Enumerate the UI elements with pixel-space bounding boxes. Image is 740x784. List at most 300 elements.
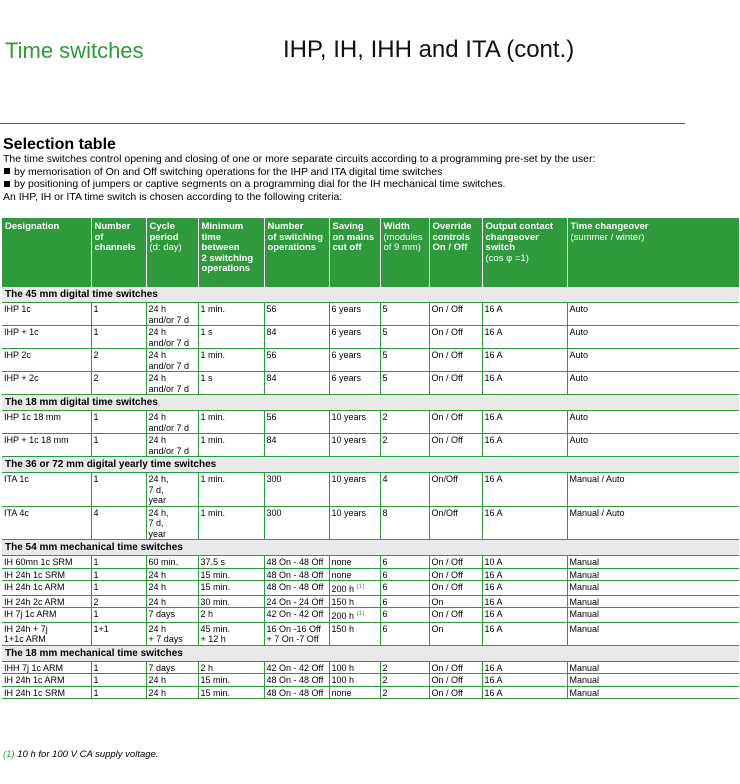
cell-min-time-line: 30 min. — [200, 596, 231, 607]
cell-operations-line: 48 On - 48 Off — [266, 687, 324, 698]
cell-changeover — [567, 411, 739, 434]
cell-width-line: 2 — [382, 687, 388, 698]
cell-min-time-line: 37.5 s — [200, 557, 226, 567]
cell-output — [482, 434, 567, 457]
cell-saving-value: none — [331, 557, 352, 567]
cell-min-time-line: 1 min. — [200, 507, 226, 518]
intro-text — [3, 153, 733, 203]
cell-min-time-line: 15 min. — [200, 687, 231, 698]
cell-min-time-line: 1 min. — [200, 350, 226, 360]
cell-channels — [91, 372, 146, 395]
cell-channels-line: 2 — [93, 373, 99, 383]
cell-cycle-line: 24 h — [148, 569, 167, 580]
cell-saving-value: 6 years — [331, 327, 362, 337]
square-bullet-icon — [4, 181, 10, 187]
cell-designation — [2, 608, 91, 623]
cell-min-time — [198, 595, 264, 608]
cell-saving-value: 10 years — [331, 507, 367, 518]
cell-min-time-line: 1 min. — [200, 435, 226, 445]
cell-channels-line: 1 — [93, 474, 99, 484]
cell-cycle-line: and/or 7 d — [148, 314, 190, 325]
cell-min-time-line: 15 min. — [200, 569, 231, 580]
column-header-line: of — [94, 231, 104, 243]
cell-operations — [264, 686, 329, 699]
cell-cycle-line: and/or 7 d — [148, 383, 190, 394]
cell-cycle-line: 24 h — [148, 675, 167, 685]
cell-operations-line: 42 On - 42 Off — [266, 662, 324, 673]
cell-cycle — [146, 661, 198, 674]
column-header-line: On / Off — [432, 242, 468, 253]
table-row — [2, 506, 739, 540]
cell-channels — [91, 622, 146, 645]
cell-designation — [2, 661, 91, 674]
cell-width-line: 6 — [382, 596, 388, 607]
group-row — [2, 540, 739, 556]
cell-designation-line: IH 24h 1c SRM — [4, 687, 66, 698]
cell-override — [429, 622, 482, 645]
cell-width — [380, 372, 429, 395]
cell-min-time — [198, 506, 264, 540]
cell-output-line: 16 A — [484, 582, 503, 592]
cell-cycle — [146, 473, 198, 507]
column-header-line: cut off — [332, 242, 362, 253]
cell-override-line: On / Off — [431, 373, 463, 383]
cell-operations-line: 300 — [266, 507, 282, 518]
cell-width-line: 2 — [382, 662, 388, 673]
cell-changeover — [567, 686, 739, 699]
cell-channels — [91, 661, 146, 674]
table-row — [2, 411, 739, 434]
footnote-text: 10 h for 100 V CA supply voltage. — [14, 749, 159, 760]
cell-channels-line: 1 — [93, 304, 99, 314]
cell-override — [429, 303, 482, 326]
cell-operations — [264, 434, 329, 457]
column-header-line: switch — [485, 242, 516, 253]
cell-override — [429, 349, 482, 372]
cell-saving-value: 200 h — [331, 584, 355, 594]
cell-changeover-line: Auto — [569, 373, 589, 383]
cell-saving — [329, 661, 380, 674]
cell-operations-line: 84 — [266, 327, 277, 337]
table-row — [2, 372, 739, 395]
cell-cycle — [146, 372, 198, 395]
cell-channels-line: 1 — [93, 327, 99, 337]
cell-width-line: 6 — [382, 569, 388, 580]
column-header-line: time between — [201, 231, 240, 253]
cell-designation-line: IH 24h 1c SRM — [4, 569, 66, 580]
cell-output-line: 16 A — [484, 327, 503, 337]
cell-designation — [2, 326, 91, 349]
cell-changeover-line: Manual — [569, 582, 600, 592]
column-header-line: Number — [94, 221, 131, 232]
cell-width — [380, 581, 429, 596]
cell-width — [380, 303, 429, 326]
cell-output — [482, 326, 567, 349]
cell-saving — [329, 411, 380, 434]
cell-override-line: On / Off — [431, 557, 463, 567]
cell-designation — [2, 581, 91, 596]
cell-output-line: 16 A — [484, 569, 503, 580]
cell-saving-value: 6 years — [331, 350, 362, 360]
cell-saving — [329, 568, 380, 581]
cell-width-line: 6 — [382, 582, 388, 592]
column-header-line: on mains — [332, 231, 375, 243]
group-title: The 18 mm digital time switches — [2, 395, 739, 411]
cell-changeover — [567, 473, 739, 507]
cell-changeover — [567, 506, 739, 540]
cell-min-time-line: 2 h — [200, 609, 214, 619]
cell-output — [482, 622, 567, 645]
cell-operations-line: 48 On - 48 Off — [266, 557, 324, 567]
cell-saving-value: 10 years — [331, 412, 367, 422]
group-row — [2, 457, 739, 473]
cell-designation — [2, 568, 91, 581]
cell-cycle-line: 7 d, — [148, 484, 164, 495]
cell-output-line: 16 A — [484, 304, 503, 314]
cell-min-time — [198, 568, 264, 581]
cell-min-time — [198, 581, 264, 596]
group-title: The 45 mm digital time switches — [2, 287, 739, 303]
cell-cycle — [146, 686, 198, 699]
cell-saving-value: 10 years — [331, 474, 367, 484]
cell-cycle-line: 24 h — [148, 582, 167, 592]
cell-designation-line: IHP + 1c — [4, 327, 39, 337]
cell-changeover-line: Manual / Auto — [569, 507, 625, 518]
cell-operations — [264, 473, 329, 507]
cell-width — [380, 608, 429, 623]
cell-channels — [91, 411, 146, 434]
cell-changeover — [567, 303, 739, 326]
cell-width-line: 5 — [382, 373, 388, 383]
cell-changeover — [567, 608, 739, 623]
cell-designation — [2, 506, 91, 540]
cell-cycle — [146, 674, 198, 687]
cell-designation-line: IH 24h 1c ARM — [4, 582, 65, 592]
title-divider — [0, 123, 685, 124]
cell-saving — [329, 473, 380, 507]
table-row — [2, 674, 739, 687]
cell-saving-value: 100 h — [331, 675, 355, 685]
cell-output-line: 16 A — [484, 687, 503, 698]
cell-output — [482, 568, 567, 581]
cell-changeover-line: Manual — [569, 623, 600, 634]
cell-saving-value: 10 years — [331, 435, 367, 445]
cell-min-time — [198, 608, 264, 623]
cell-designation-line: IHP 2c — [4, 350, 31, 360]
cell-output-line: 16 A — [484, 662, 503, 673]
cell-override-line: On — [431, 623, 444, 634]
cell-cycle-line: 24 h — [148, 435, 167, 445]
cell-output — [482, 372, 567, 395]
table-header-row — [2, 218, 739, 287]
cell-override-line: On / Off — [431, 569, 463, 580]
cell-designation-line: IH 24h + 7j — [4, 623, 48, 634]
cell-operations — [264, 622, 329, 645]
cell-output-line: 16 A — [484, 675, 503, 685]
bullet-item: by memorisation of On and Off switching operations for the IHP and ITA digital time switches — [3, 166, 733, 179]
cell-designation-line: IHP 1c — [4, 304, 31, 314]
cell-min-time-line: 1 s — [200, 327, 213, 337]
column-header-line: Output contact — [485, 221, 554, 232]
footnote-number: (1) — [3, 749, 15, 760]
cell-width — [380, 349, 429, 372]
cell-designation-line: IHH 7j 1c ARM — [4, 662, 64, 673]
cell-width-line: 2 — [382, 412, 388, 422]
cell-cycle-line: and/or 7 d — [148, 422, 190, 433]
cell-operations-line: 56 — [266, 304, 277, 314]
column-header — [329, 218, 380, 287]
cell-cycle-line: 7 d, — [148, 518, 164, 528]
table-row — [2, 686, 739, 699]
cell-override-line: On / Off — [431, 350, 463, 360]
table-row — [2, 568, 739, 581]
cell-channels — [91, 326, 146, 349]
group-title: The 36 or 72 mm digital yearly time switches — [2, 457, 739, 473]
cell-output — [482, 581, 567, 596]
cell-cycle-line: 24 h — [148, 350, 167, 360]
cell-channels — [91, 674, 146, 687]
cell-changeover — [567, 581, 739, 596]
cell-override-line: On / Off — [431, 675, 463, 685]
cell-operations — [264, 326, 329, 349]
column-header — [2, 218, 91, 287]
cell-channels-line: 1 — [93, 569, 99, 580]
cell-min-time — [198, 686, 264, 699]
cell-designation-line: IHP + 2c — [4, 373, 39, 383]
column-header — [264, 218, 329, 287]
cell-changeover-line: Auto — [569, 435, 589, 445]
cell-saving-value: 100 h — [331, 662, 355, 673]
cell-cycle-line: 24 h, — [148, 474, 169, 484]
cell-changeover — [567, 568, 739, 581]
cell-designation — [2, 686, 91, 699]
cell-output — [482, 506, 567, 540]
cell-designation-line: IH 24h 1c ARM — [4, 675, 65, 685]
cell-output — [482, 349, 567, 372]
cell-cycle — [146, 622, 198, 645]
cell-channels-line: 1 — [93, 662, 99, 673]
cell-channels-line: 1 — [93, 557, 99, 567]
cell-override-line: On / Off — [431, 609, 463, 619]
cell-designation — [2, 411, 91, 434]
cell-saving — [329, 581, 380, 596]
table-row — [2, 434, 739, 457]
cell-channels-line: 1+1 — [93, 623, 109, 634]
table-body — [2, 287, 739, 699]
cell-width — [380, 411, 429, 434]
cell-cycle-line: 24 h, — [148, 507, 169, 518]
cell-width — [380, 622, 429, 645]
cell-saving — [329, 506, 380, 540]
cell-changeover-line: Manual — [569, 569, 600, 580]
cell-override-line: On / Off — [431, 304, 463, 314]
cell-designation — [2, 556, 91, 569]
bullet-item: by positioning of jumpers or captive segments on a programming dial for the IH mechanical time switches. — [3, 178, 733, 191]
cell-min-time-line: 15 min. — [200, 675, 231, 685]
cell-saving — [329, 622, 380, 645]
table-row — [2, 349, 739, 372]
cell-operations-line: 24 On - 24 Off — [266, 596, 324, 607]
cell-saving — [329, 372, 380, 395]
cell-channels-line: 1 — [93, 609, 99, 619]
cell-operations-line: 16 On -16 Off — [266, 623, 321, 634]
column-header — [567, 218, 739, 287]
cell-channels-line: 1 — [93, 687, 99, 698]
cell-output — [482, 686, 567, 699]
cell-min-time — [198, 674, 264, 687]
cell-operations — [264, 568, 329, 581]
page-title: IHP, IH, IHH and ITA (cont.) — [283, 36, 575, 63]
table-row — [2, 622, 739, 645]
cell-changeover-line: Manual / Auto — [569, 474, 625, 484]
column-header-line: of 9 mm) — [383, 242, 421, 253]
cell-operations — [264, 581, 329, 596]
cell-designation-line: ITA 1c — [4, 474, 29, 484]
column-header-line: (cos φ =1) — [485, 252, 529, 264]
cell-min-time-line: 1 min. — [200, 304, 226, 314]
cell-cycle-line: year — [148, 495, 167, 505]
column-header-line: controls — [432, 231, 470, 243]
cell-changeover — [567, 674, 739, 687]
cell-channels — [91, 686, 146, 699]
cell-cycle-line: and/or 7 d — [148, 445, 190, 456]
cell-cycle-line: 24 h — [148, 623, 167, 634]
table-row — [2, 303, 739, 326]
cell-changeover — [567, 349, 739, 372]
column-header-line: operations — [201, 263, 251, 274]
cell-width-line: 6 — [382, 609, 388, 619]
cell-channels-line: 1 — [93, 675, 99, 685]
cell-operations-line: 84 — [266, 373, 277, 383]
cell-operations-line: 84 — [266, 435, 277, 445]
group-row — [2, 287, 739, 303]
table-row — [2, 661, 739, 674]
cell-designation-line: IHP 1c 18 mm — [4, 412, 61, 422]
cell-saving — [329, 686, 380, 699]
intro-criteria: An IHP, IH or ITA time switch is chosen according to the following criteria: — [3, 190, 343, 203]
cell-changeover — [567, 326, 739, 349]
cell-override-line: On / Off — [431, 435, 463, 445]
cell-output — [482, 411, 567, 434]
cell-designation — [2, 349, 91, 372]
cell-width — [380, 595, 429, 608]
cell-cycle — [146, 556, 198, 569]
footnote-ref: (1) — [356, 610, 365, 617]
cell-output-line: 10 A — [484, 557, 503, 567]
cell-width-line: 8 — [382, 507, 388, 518]
cell-width-line: 2 — [382, 675, 388, 685]
cell-changeover-line: Auto — [569, 412, 589, 422]
cell-saving — [329, 349, 380, 372]
table-row — [2, 326, 739, 349]
cell-cycle-line: + 7 days — [148, 634, 183, 644]
column-header — [198, 218, 264, 287]
cell-min-time — [198, 303, 264, 326]
table-row — [2, 595, 739, 608]
cell-changeover-line: Manual — [569, 675, 600, 685]
cell-width — [380, 473, 429, 507]
cell-width-line: 2 — [382, 435, 388, 445]
cell-operations-line: 56 — [266, 412, 277, 422]
cell-operations-line: 48 On - 48 Off — [266, 675, 324, 685]
group-title: The 54 mm mechanical time switches — [2, 540, 739, 556]
cell-changeover-line: Auto — [569, 350, 589, 360]
cell-saving — [329, 434, 380, 457]
cell-operations-line: 48 On - 48 Off — [266, 569, 324, 580]
cell-cycle-line: 7 days — [148, 662, 176, 673]
column-header-line: (summer / winter) — [570, 231, 645, 243]
cell-saving-value: 6 years — [331, 304, 362, 314]
cell-cycle-line: year — [148, 528, 167, 539]
column-header-line: Cycle — [149, 221, 175, 232]
cell-designation — [2, 473, 91, 507]
cell-cycle-line: 24 h — [148, 327, 167, 337]
group-title: The 18 mm mechanical time switches — [2, 645, 739, 661]
cell-min-time — [198, 349, 264, 372]
cell-saving — [329, 326, 380, 349]
cell-width — [380, 434, 429, 457]
cell-changeover — [567, 434, 739, 457]
cell-min-time-line: 1 s — [200, 373, 213, 383]
column-header-line: changeover — [485, 231, 539, 243]
cell-channels — [91, 556, 146, 569]
cell-saving-value: 150 h — [331, 596, 355, 607]
cell-min-time-line: 15 min. — [200, 582, 231, 592]
cell-designation-line: 1+1c ARM — [4, 634, 46, 644]
cell-designation-line: IH 24h 2c ARM — [4, 596, 65, 607]
cell-changeover — [567, 556, 739, 569]
cell-override-line: On / Off — [431, 582, 463, 592]
cell-cycle — [146, 349, 198, 372]
group-row — [2, 395, 739, 411]
column-header-line: period — [149, 231, 179, 243]
cell-min-time-line: 2 h — [200, 662, 214, 673]
cell-output-line: 16 A — [484, 474, 503, 484]
cell-changeover-line: Manual — [569, 609, 600, 619]
cell-override-line: On / Off — [431, 662, 463, 673]
cell-override — [429, 326, 482, 349]
cell-output-line: 16 A — [484, 609, 503, 619]
cell-saving — [329, 595, 380, 608]
cell-channels-line: 2 — [93, 350, 99, 360]
cell-channels — [91, 434, 146, 457]
cell-width-line: 6 — [382, 557, 388, 567]
cell-override-line: On / Off — [431, 327, 463, 337]
cell-saving — [329, 556, 380, 569]
cell-operations — [264, 556, 329, 569]
column-header — [429, 218, 482, 287]
cell-cycle — [146, 326, 198, 349]
cell-cycle-line: 24 h — [148, 304, 167, 314]
cell-operations — [264, 372, 329, 395]
cell-override — [429, 686, 482, 699]
cell-output-line: 16 A — [484, 507, 503, 518]
cell-width — [380, 506, 429, 540]
cell-operations-line: 300 — [266, 474, 282, 484]
cell-output-line: 16 A — [484, 596, 503, 607]
cell-min-time-line: + 12 h — [200, 634, 226, 644]
cell-changeover-line: Manual — [569, 687, 600, 698]
column-header-line: Minimum — [201, 221, 244, 232]
cell-operations — [264, 661, 329, 674]
cell-override-line: On/Off — [431, 507, 458, 518]
cell-min-time — [198, 622, 264, 645]
cell-width-line: 5 — [382, 327, 388, 337]
cell-channels — [91, 303, 146, 326]
cell-channels-line: 1 — [93, 412, 99, 422]
cell-saving-value: 200 h — [331, 611, 355, 621]
square-bullet-icon — [4, 168, 10, 174]
